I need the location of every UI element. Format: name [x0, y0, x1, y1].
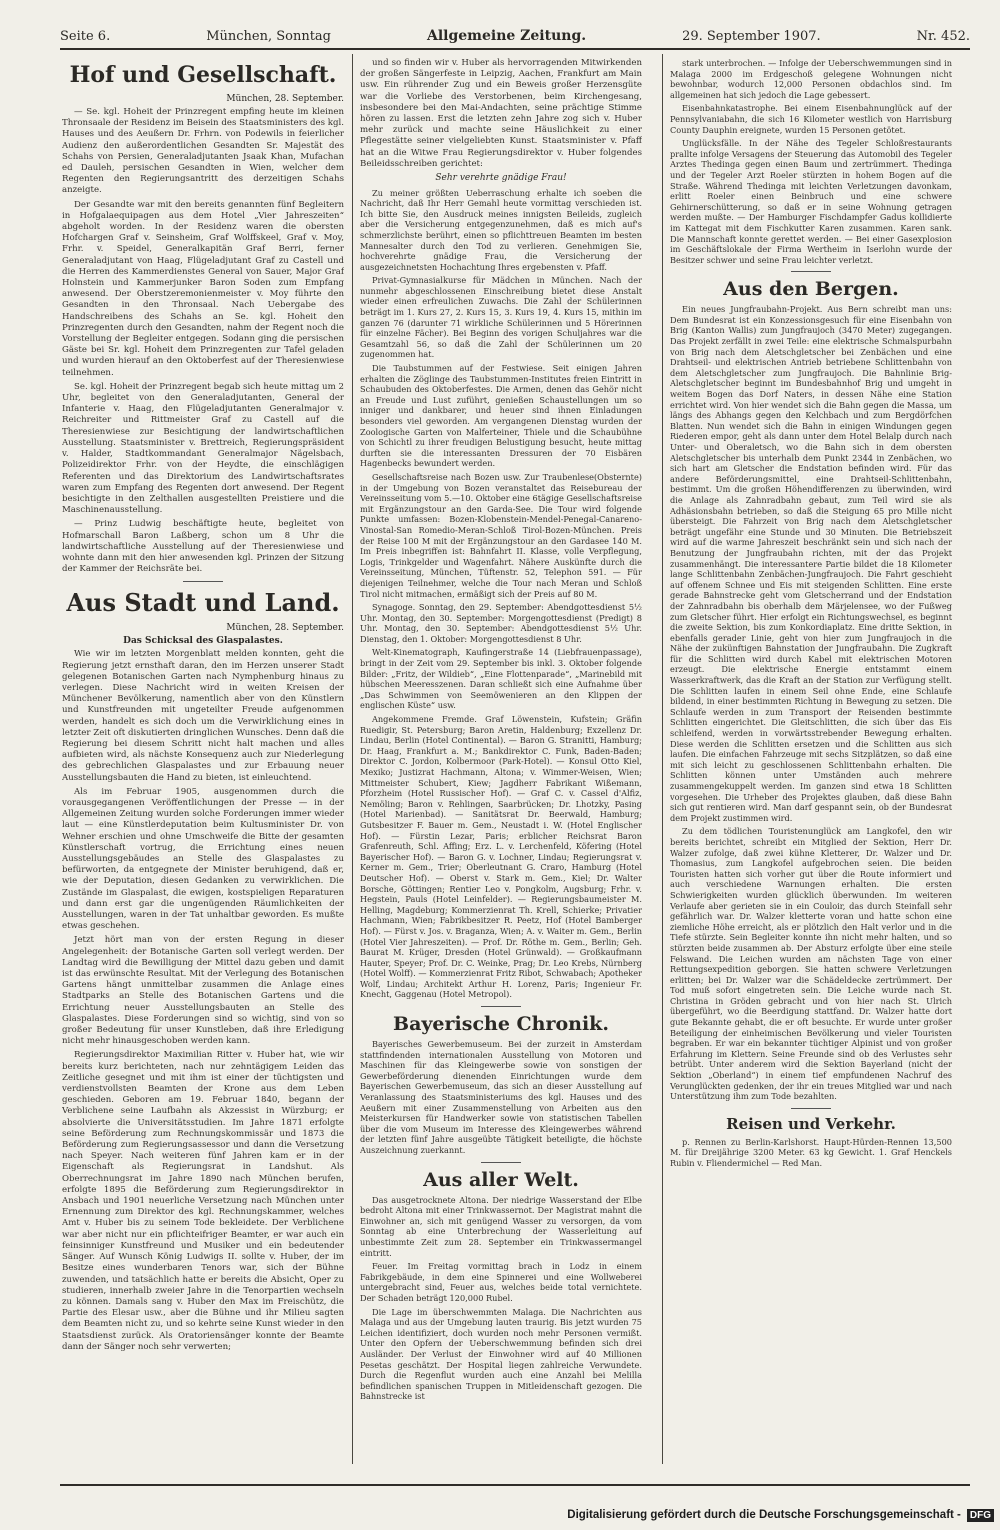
page-number: Seite 6. [60, 29, 111, 44]
dateline: München, 28. September. [226, 623, 344, 634]
article-paragraph: Die Lage im überschwemmten Malaga. Die Nachrichten aus Malaga und aus der Umgebung lauten traurig. Bis jetzt wurden 75 Leichen identifiziert, doch wurden noch mehr Personen vermißt. Unter den Opfern der Ueberschwemmung befinden sich drei Ausländer. Der Verlust der Einwohner wird auf 40 Millionen Pesetas geschätzt. Der Hospital liegen zahlreiche Verwundete. Durch die Regenflut wurden auch eine Anzahl bei Melilla befindlichen spanischen Truppen in Mitleidenschaft gezogen. Die Bahnstrecke ist [360, 1306, 642, 1402]
separator [791, 1108, 831, 1109]
article-paragraph: Synagoge. Sonntag, den 29. September: Abendgottesdienst 5½ Uhr. Montag, den 30. September: Morgengottesdienst (Predigt) 8 Uhr. Montag, den 30. September: Abendgottesdienst 5½ Uhr. Dienstag, den 1. Oktober: Morgengottesdienst 8 Uhr. [360, 602, 642, 644]
article-paragraph: Unglücksfälle. In der Nähe des Tegeler Schloßrestaurants prallte infolge Versagens der Steuerung das Automobil des Tegeler Arztes Thedinga gegen einen Baum und zertrümmert. Thedinga und der Tegeler Arzt Roeler stürzten in hohem Bogen auf die Straße. Während Thedinga mit leichten Verletzungen davonkam, erlitt Roeler einen Beinbruch und eine schwere Gehirnerschütterung, so daß er in seine Wohnung getragen werden mußte. — Der Hamburger Fischdampfer Gadus kollidierte im Kattegat mit dem Fischkutter Karen zusammen. Karen sank. Die Mannschaft konnte gerettet werden. — Bei einer Gasexplosion im Geschäftslokale der Firma Wertheim in Iserlohn wurde der Besitzer schwer und seine Frau leichter verletzt. [670, 138, 952, 265]
column-divider-1 [352, 54, 353, 1464]
section-heading-hof: Hof und Gesellschaft. [69, 62, 337, 88]
section-heading-welt: Aus aller Welt. [423, 1168, 579, 1191]
dateline: München, 28. September. [226, 94, 344, 104]
separator [183, 581, 223, 582]
article-paragraph: Wie wir im letzten Morgenblatt melden konnten, geht die Regierung jetzt ernsthaft daran, den im Herzen unserer Stadt gelegenen Botanischen Garten nach Nymphenburg hinaus zu verlegen. Diese Nachricht wird in weiten Kreisen der Münchener Bevölkerung, namentlich aber von den Künstlern und Kunstfreunden mit ungeteilter Freude aufgenommen werden, handelt es sich doch um die Verwirklichung eines in letzter Zeit oft diskutierten dringlichen Wunsches. Denn daß die Regierung bei diesem Schritt nicht halt machen und alles aufbieten wird, als nächste Konsequenz auch zur Niederlegung des gebrechlichen Glaspalastes und zur Erbauung neuer Ausstellungsbauten die Hand zu bieten, ist einleuchtend. [62, 649, 344, 783]
footer-rule [60, 1484, 970, 1486]
article-paragraph: Privat-Gymnasialkurse für Mädchen in München. Nach der nunmehr abgeschlossenen Einschreibung bietet diese Anstalt wieder einen erfreulichen Zuwachs. Die Zahl der Schülerinnen beträgt im 1. Kurs 27, 2. Kurs 15, 3. Kurs 19, 4. Kurs 15, mithin im ganzen 76 (darunter 71 wirkliche Schülerinnen und 5 Hörerinnen für einzelne Fächer). Bei Beginn des vorigen Schuljahres war die Gesamtzahl 56, so daß die Zahl der Schülerinnen um 20 zugenommen hat. [360, 275, 642, 360]
article-paragraph: Bayerisches Gewerbemuseum. Bei der zurzeit in Amsterdam stattfindenden internationalen Ausstellung von Motoren und Maschinen für das Kleingewerbe sowie von sonstigen der Gewerbeförderung dienenden Einrichtungen wurde dem Bayerischen Gewerbemuseum, das sich an dieser Ausstellung auf Veranlassung des Staatsministeriums des kgl. Hauses und des Aeußern mit einer Zusammenstellung von Arbeiten aus den Meisterkursen für Handwerker sowie von statistischen Tabellen über die vom Museum im Interesse des Kleingewerbes während der letzten fünf Jahre ausgeübte Tätigkeit beteiligte, die höchste Auszeichnung zuerkannt. [360, 1039, 642, 1155]
section-heading-chronik: Bayerische Chronik. [393, 1013, 609, 1036]
article-paragraph: Eisenbahnkatastrophe. Bei einem Eisenbahnunglück auf der Pennsylvaniabahn, die sich 16 Kilometer westlich von Harrisburg County Dauphin ereignete, wurden 15 Personen getötet. [670, 103, 952, 135]
article-paragraph: Zu meiner größten Ueberraschung erhalte ich soeben die Nachricht, daß Ihr Herr Gemahl heute vormittag verschieden ist. Ich bitte Sie, den Ausdruck meines innigsten Beileids, zugleich aber die Versicherung entgegenzunehmen, daß es mich auf's schmerzlichste berührt, einen so pflichttreuen Beamten im besten Mannesalter durch den Tod zu verlieren. Genehmigen Sie, hochverehrte gnädige Frau, die Versicherung der ausgezeichnetsten Hochachtung Ihres ergebensten v. Pfaff. [360, 187, 642, 272]
newspaper-title: Allgemeine Zeitung. [426, 28, 587, 44]
article-paragraph: Das ausgetrocknete Altona. Der niedrige Wasserstand der Elbe bedroht Altona mit einer Trinkwassernot. Der Magistrat mahnt die Einwohner an, sich mit genügend Wasser zu versorgen, da vom Sonntag ab eine Unterbrechung der Wasserleitung auf unbestimmte Zeit zum 28. September ein Trinkwassermangel eintritt. [360, 1194, 642, 1258]
column-3 [670, 58, 952, 1478]
issue-number: Nr. 452. [916, 29, 970, 44]
article-paragraph: — Se. kgl. Hoheit der Prinzregent empfing heute im kleinen Thronsaale der Residenz im Beisein des Staatsministers des kgl. Hauses und des Aeußern Dr. Frhrn. von Podewils in feierlicher Audienz den außerordentlichen Gesandten Sr. Majestät des Schahs von Persien, Generaladjutanten Jsaak Khan, Mufachan ed Dauleh, persischen Gesandten in Wien, welcher dem Regenten den Regierungsantritt des derzeitigen Schahs anzeigte. [62, 107, 344, 196]
separator [791, 271, 831, 272]
dfg-logo: DFG [967, 1509, 994, 1522]
article-paragraph: Die Taubstummen auf der Festwiese. Seit einigen Jahren erhalten die Zöglinge des Taubstummen-Institutes freien Eintritt in Schaubuden des Oktoberfestes. Die Armen, denen das Gehör nicht an Freude und Lust zuführt, genießen Schaustellungen um so inniger und dankbarer, und heuer sind ihnen Einladungen besonders viel geworden. Am vergangenen Dienstag wurden der Zoologische Garten von Malferteiner, Thiele und die Schaubühne von Schichtl zu ihrer freudigen Belustigung besucht, heute mittag durften sie die interessanten Dressuren der 70 Eisbären Hagenbecks bewundert werden. [360, 363, 642, 469]
page-header [60, 24, 970, 44]
article-paragraph: Als im Februar 1905, ausgenommen durch die vorausgegangenen Veröffentlichungen der Presse — in der Allgemeinen Zeitung wurden solche Forderungen immer wieder laut — eine Künstlerdeputation beim Kultusminister Dr. von Wehner erschien und ohne Umschweife die Bitte der gesamten Künstlerschaft vortrug, die Errichtung eines neuen Ausstellungsgebäudes an Stelle des Glaspalastes zu befürworten, da entgegnete der Minister beruhigend, daß er, wie der Deputation, diesen Gedanken zu verwirklichen. Die Zustände im Glaspalast, die ewigen, kostspieligen Reparaturen und dann erst gar die ungenügenden Räumlichkeiten der Ausstellungen, waren in der Tat unhaltbar geworden. Es mußte etwas geschehen. [62, 786, 344, 932]
article-paragraph: Gesellschaftsreise nach Bozen usw. Zur Traubenlese(Obsternte) in der Umgebung von Bozen veranstaltet das Reisebureau der Vereinsseitung vom 5.—10. Oktober eine 6tägige Gesellschaftsreise mit Ergänzungstour an den Garda-See. Die Tour wird folgende Punkte umfassen: Bozen-Klobenstein-Mendel-Penegal-Canareno-Vinostal-San Romedio-Meran-Schloß Tirol-Bozen-München. Preis der Reise 100 M mit der Ergänzungstour an den Gardasee 140 M. Im Preis inbegriffen ist: Bahnfahrt II. Klasse, volle Verpflegung, Logis, Trinkgelder und Wagenfahrt. Nähere Auskünfte durch die Vereinsseitung, München, Tüftenstr. 52, Telephon 591. — Für diejenigen Teilnehmer, welche die Tour nach Meran und Schloß Tirol nicht mitmachen, ermäßigt sich der Preis auf 80 M. [360, 471, 642, 599]
section-heading-bergen: Aus den Bergen. [723, 278, 899, 301]
letter-salutation: Sehr verehrte gnädige Frau! [435, 173, 567, 184]
place-day: München, Sonntag [206, 29, 332, 44]
issue-date: 29. September 1907. [682, 29, 821, 44]
section-heading-reisen: Reisen und Verkehr. [726, 1114, 896, 1133]
section-heading-stadt: Aus Stadt und Land. [66, 588, 340, 618]
article-paragraph: — Prinz Ludwig beschäftigte heute, begleitet von Hofmarschall Baron Laßberg, schon um 8 Uhr die landwirtschaftliche Ausstellung auf der Theresienwiese und wohnte dann mit den hier anwesenden kgl. Prinzen der Sitzung der Kammer der Reichsräte bei. [62, 519, 344, 575]
column-2 [360, 58, 642, 1478]
article-paragraph: Angekommene Fremde. Graf Löwenstein, Kufstein; Gräfin Ruedigir, St. Petersburg; Baron Aretin, Haldenburg; Exzellenz Dr. Lindau, Berlin (Hotel Continental). — Baron G. Stranitti, Hamburg; Dr. Haag, Frankfurt a. M.; Bankdirektor C. Funk, Baden-Baden; Direktor C. Jordon, Kolbermoor (Park-Hotel). — Konsul Otto Kiel, Mexiko; Justizrat Hachmann, Altona; v. Wimmer-Weisen, Wien; Mittmeister Schubert, Kiew; Jagdherr Fabrikant Wißemann, Pforzheim (Hotel Russischer Hof). — Graf C. v. Cassel d'Alfiz, Nemöling; Baron v. Rehlingen, Saarbrücken; Dr. Lhotzky, Pasing (Hotel Marienbad). — Sanitätsrat Dr. Beerwald, Hamburg; Gutsbesitzer F. Bauer m. Gem., Neustadt i. W. (Hotel Englischer Hof). — Fürstin Lezar, Paris; erblicher Reichsrat Baron Grafenreuth, Schl. Affing; Erz. L. v. Lerchenfeld, Köfering (Hotel Bayerischer Hof). — Baron G. v. Lochner, Lindau; Regierungsrat v. Kerner m. Gem., Trier; Oberleutnant G. Craro, Hamburg (Hotel Deutscher Hof). — Oberst v. Stark m. Gem., Kiel; Dr. Walter Borsche, Göttingen; Rentier Leo v. Pongkolm, Augsburg; Frhr. v. Hegstein, Pauls (Hotel Leinfelder). — Regierungsbaumeister M. Helling, Magdeburg; Kommerzienrat Th. Krell, Schierke; Privatier Hachmann, Wien; Fabrikbesitzer R. Peetz, Hof (Hotel Bamberger Hof). — Fürst v. Jos. v. Braganza, Wien; A. v. Waiter m. Gem., Berlin (Hotel Vier Jahreszeiten). — Prof. Dr. Röthe m. Gem., Berlin; Geh. Baurat M. Krüger, Dresden (Hotel Grünwald). — Großkaufmann Hauter, Speyer; Prof. Dr. C. Weinke, Prag; Dr. Leo Krebs, Nürnberg (Hotel Wolff). — Kommerzienrat Fritz Ribot, Schwabach; Apotheker Wolf, Lindau; Architekt Arthur H. Lorenz, Paris; Ingenieur Fr. Knecht, Gaggenau (Hotel Metropol). [360, 714, 642, 1000]
article-paragraph: Jetzt hört man von der ersten Regung in dieser Angelegenheit: der Botanische Garten soll verlegt werden. Der Landtag wird die Bewilligung der Mittel dazu geben und damit ist das erwünschte Resultat. Mit der Verlegung des Botanischen Gartens hängt unmittelbar zusammen die Anlage eines Stadtparks an Stelle des Botanischen Gartens und die Errichtung neuer Ausstellungsbauten an Stelle des Glaspalastes. Diese Forderungen sind so wichtig, sind von so großer Bedeutung für unser Kunstleben, daß ihre Erledigung nicht mehr hinausgeschoben werden kann. [62, 935, 344, 1047]
header-rule [60, 48, 970, 50]
article-paragraph: Zu dem tödlichen Touristenunglück am Langkofel, den wir bereits berichtet, schreibt ein Mitglied der Sektion, Herr Dr. Walzer zufolge, daß zwei kühne Kletterer, Dr. Walzer und Dr. Thomasius, zum Langkofel aufgebrochen seien. Die beiden Touristen hatten sich vorher gut über die Route informiert und auch verschiedene Warnungen erhalten. Die ersten Schwierigkeiten wurden glücklich überwunden. Im weiteren Verlaufe aber gerieten sie in ein Couloir, das durch Steinfall sehr gefährlich war. Dr. Walzer kletterte voran und hatte schon eine ziemliche Höhe erreicht, als er plötzlich den Halt verlor und in die Tiefe stürzte. Sein Begleiter konnte ihn nicht mehr halten, und so stürzten beide zusammen ab. Der Absturz erfolgte über eine steile Felswand. Die Leichen wurden am nächsten Tage von einer Rettungsexpedition geborgen. Sie hatten schwere Verletzungen erlitten; bei Dr. Walzer war die Schädeldecke zertrümmert. Der Tod muß sofort eingetreten sein. Die Leiche wurde nach St. Christina in Gröden gebracht und von hier nach St. Ulrich übergeführt, wo die Beerdigung stattfand. Dr. Walzer hatte dort gute Bekannte gehabt, die er oft besuchte. Er wurde unter großer Beteiligung der einheimischen Bevölkerung und vieler Touristen begraben. Er war ein bekannter tüchtiger Alpinist und von großer Erfahrung im Klettern. Seine Freunde sind ob des Verlustes sehr betrübt. Unter anderem wird die Sektion Bayerland (nicht der Sektion „Oberland“) in einem tief empfundenen Nachruf des Verunglückten gedenken, der ihr ein treues Mitglied war und nach Unterstützung ihm zum Tode bezahlten. [670, 826, 952, 1102]
article-paragraph: und so finden wir v. Huber als hervorragenden Mitwirkenden der großen Sängerfeste in Leipzig, Aachen, Frankfurt am Main usw. Ein rührender Zug und ein Beweis großer Herzensgüte war die Vorliebe des Verstorbenen, beim Kirchengesang, insbesondere bei den Mai-Andachten, seine prächtige Stimme hören zu lassen. Erst die letzten zehn Jahre zog sich v. Huber mehr zurück und machte seine Häuslichkeit zu einer Pflegestätte seiner vielgeliebten Kunst. Staatsminister v. Pfaff hat an die Witwe Frau Regierungsdirektor v. Huber folgendes Beileidsschreiben gerichtet: [360, 58, 642, 169]
article-subtitle: Das Schicksal des Glaspalastes. [123, 636, 283, 647]
column-1 [62, 58, 344, 1478]
digitization-footer [567, 1500, 1000, 1530]
article-paragraph: Regierungsdirektor Maximilian Ritter v. Huber hat, wie wir bereits kurz berichteten, nach nur zehntägigem Leiden das Zeitliche gesegnet und mit ihm ist einer der tüchtigsten und verdienstvollsten Beamten der Krone aus dem Leben geschieden. Geboren am 19. Februar 1840, begann der Verblichene seine Laufbahn als Akzessist in Würzburg; er absolvierte die Universitätsstudien. Im Jahre 1871 erfolgte seine Beförderung zum Rechnungskommissär und 1873 die Beförderung zum Regierungsassessor und dann die Versetzung nach Speyer. Nach weiteren fünf Jahren kam er in der Eigenschaft als Regierungsrat in Landshut. Als Oberrechnungsrat im Jahre 1890 nach München berufen, erfolgte 1895 die Beförderung zum Regierungsdirektor in Ansbach und 1901 neuerliche Versetzung nach München unter Ernennung zum Direktor des kgl. Rechnungskammer, welches Amt v. Huber bis zu seinem Tode bekleidete. Der Verblichene war aber nicht nur ein pflichteifriger Beamter, er war auch ein feinsinniger Kunstfreund und Musiker und ein bedeutender Sänger. Auf Wunsch König Ludwigs II. sollte v. Huber, der im Besitze eines wunderbaren Tenors war, sich der Bühne zuwenden, und tatsächlich hatte er bereits die Absicht, Oper zu studieren, innerhalb zweier Jahre in die Tenorpartien wechseln zu können. Damals sang v. Huber den Max im Freischütz, die Partie des Elesar usw., aber die Bühne und ihr Milieu sagten dem Beamten nicht zu, und so kehrte seine Kunst wieder in den Staatsdienst zurück. Als Oratoriensänger konnte der Beamte dann der Sänger noch sehr verwerten; [62, 1050, 344, 1352]
column-divider-2 [662, 54, 663, 1464]
article-paragraph: Se. kgl. Hoheit der Prinzregent begab sich heute mittag um 2 Uhr, begleitet von den Generaladjutanten, General der Infanterie v. Haag, den Flügeladjutanten Generalmajor v. Reichreiter und Rittmeister Graf zu Castell auf die Theresienwiese zur Besichtigung der landwirtschaftlichen Ausstellung. Staatsminister v. Brettreich, Regierungspräsident v. Halder, Stadtkommandant Generalmajor Nägelsbach, Polizeidirektor Frhr. von der Heydte, die einschlägigen Referenten und das Direktorium des Landwirtschaftsrates waren zum Empfang des Regenten dort anwesend. Der Regent besichtigte in den Zelthallen ausgestellten Preistiere und die Maschinenausstellung. [62, 381, 344, 516]
article-paragraph: Der Gesandte war mit den bereits genannten fünf Begleitern in Hofgalaequipagen aus dem Hotel „Vier Jahreszeiten“ abgeholt worden. In der Residenz waren die obersten Hofchargen Graf v. Seinsheim, Graf Wolffskeel, Graf v. Moy, Frhr. v. Speidel, Generalkapitän Graf Berri, ferner Generaladjutant von Haag, Flügeladjutant Graf zu Castell und die Herren des Kammerdienstes General von Sauer, Major Graf Holnstein und Kammerjunker Baron Soden zum Empfang anwesend. Der Oberstzeremonienmeister v. Moy führte den Gesandten in den Thronsaal. Nach Uebergabe des Handschreibens des Schahs an Se. kgl. Hoheit den Prinzregenten durch den Gesandten, nahm der Regent noch die Vorstellung der Begleiter entgegen. Sodann ging die persischen Gäste bei Sr. kgl. Hoheit dem Prinzregenten zur Tafel geladen und wurden hierauf an den Oktoberfest auf der Theresienwiese teilnehmen. [62, 199, 344, 378]
article-paragraph: stark unterbrochen. — Infolge der Ueberschwemmungen sind in Malaga 2000 im Erdgeschoß gelegene Wohnungen nicht bewohnbar, wodurch 12,000 Personen obdachlos sind. Im allgemeinen hat sich jedoch die Lage gebessert. [670, 58, 952, 100]
article-paragraph: Feuer. Im Freitag vormittag brach in Lodz in einem Fabrikgebäude, in dem eine Spinnerei und eine Wollweberei untergebracht sind, Feuer aus, welches beide total vernichtete. Der Schaden beträgt 120,000 Rubel. [360, 1261, 642, 1303]
funding-note: Digitalisierung gefördert durch die Deutsche Forschungsgemeinschaft - [567, 1509, 961, 1521]
article-paragraph: Ein neues Jungfraubahn-Projekt. Aus Bern schreibt man uns: Dem Bundesrat ist ein Konzessionsgesuch für eine Eisenbahn von Brig (Kanton Wallis) zum Jungfraujoch (3470 Meter) zugegangen. Das Projekt zerfällt in zwei Teile: eine elektrische Schmalspurbahn von Brig nach dem Aletschgletscher bei Zenbächen und eine Drahtseil- und elektrischen Antrieb betriebene Schlittenbahn von dem Aletschgletscher zum Jungfraujoch. Die Bahnlinie Brig-Aletschgletscher beginnt im Bundesbahnhof Brig und umgeht in weitem Bogen das Dorf Naters, in dessen Nähe eine Station errichtet wird. Von hier wendet sich die Bahn gegen die Massa, um längs des Abhangs gegen den Kelchbach und zum Bergdörfchen Blatten. Nun wendet sich die Bahn in einigen Windungen gegen Riederen empor, geht als dann unter dem Hotel Belalp durch nach Unter- und Oberaletsch, wo die Bahn sich in dem obersten Aletschgletscher bis unterhalb dem Punkt 2344 in Zenbächen, wo sich hart am Gletscher die Endstation befinden wird. Für das andere Beförderungsmittel, eine Drahtseil-Schlittenbahn, bestimmt. Um die großen Höhendifferenzen zu überwinden, wird die Anlage als Zahnradbahn gebaut, zum Teil wird sie als Adhäsionsbahn betrieben, so daß die Steigung 65 pro Mille nicht übersteigt. Die Fahrzeit von Brig nach dem Aletschgletscher beträgt ungefähr eine Stunde und 30 Minuten. Die Betriebszeit wird auf die warme Jahreszeit beschränkt sein und sich nach der Benutzung der Jungfraubahn richten, mit der das Projekt zusammenhängt. Die interessantere Partie bildet die 18 Kilometer lange Schlittenbahn Zenbächen-Jungfraujoch. Die Fahrt geschieht auf offenem Schnee und Eis mit steigenden Schlitten. Eine erste gerade Bahnstrecke geht vom Gletscherrand und der Endstation der Zahnradbahn bis oberhalb dem Märjelensee, wo der Fußweg zum Gletscher führt. Hier erfolgt ein Richtungswechsel, es beginnt die zweite Sektion, bis zum Konkordiaplatz. Eine dritte Sektion, in ebenfalls gerader Linie, geht von hier zum Jungfraujoch in die Nähe der zukünftigen Bahnstation der Jungfraubahn. Die Zugkraft für die Schlitten wird durch Kabel mit elektrischen Motoren erzeugt. Die elektrische Energie entstammt einem Wasserkraftwerk, das die Kraft an der Station zur Verfügung stellt. Die Schlitten laufen in einem Seil ohne Ende, eine Schlaufe bildend, in einer bestimmten Richtung in Bewegung zu setzen. Die Schlaufe werden in zum Transport der Reisenden bestimmte Schlitten eingerichtet. Die Gleitschlitten, die sich über das Eis schleifend, werden in vorwärtsstrebender Bewegung erhalten. Diese werden die Schlitten ersetzen und die Schlitten aus sich laufen. Die einfachen Fahrzeuge mit sechs Sitzplätzen, so daß eine mit sich leicht zu geschlossenen Schlittenbahn erhalten. Die Schlitten können unter Umständen auch mehrere zusammengekuppelt werden. Im ganzen sind etwa 18 Schlitten vorgesehen. Die Urheber des Projektes glauben, daß diese Bahn sich gut rentieren wird. Man darf gespannt sein, ob der Bundesrat dem Projekt zustimmen wird. [670, 304, 952, 823]
article-paragraph: Welt-Kinematograph, Kaufingerstraße 14 (Liebfrauenpassage), bringt in der Zeit vom 29. September bis inkl. 3. Oktober folgende Bilder: „Fritz, der Wildieb“, „Eine Flottenparade“, „Marinebild mit hübschen Meeresszenen. Daran schließt sich eine Aufnahme über „Das Schwimmen von Seemöwenieren an den Klippen der englischen Küste“ usw. [360, 647, 642, 711]
separator [481, 1162, 521, 1163]
article-paragraph: p. Rennen zu Berlin-Karlshorst. Haupt-Hürden-Rennen 13,500 M. für Dreijährige 3200 Meter. 63 kg Gewicht. 1. Graf Henckels Rubin v. Fliendermichel — Red Man. [670, 1136, 952, 1168]
separator [481, 1006, 521, 1007]
